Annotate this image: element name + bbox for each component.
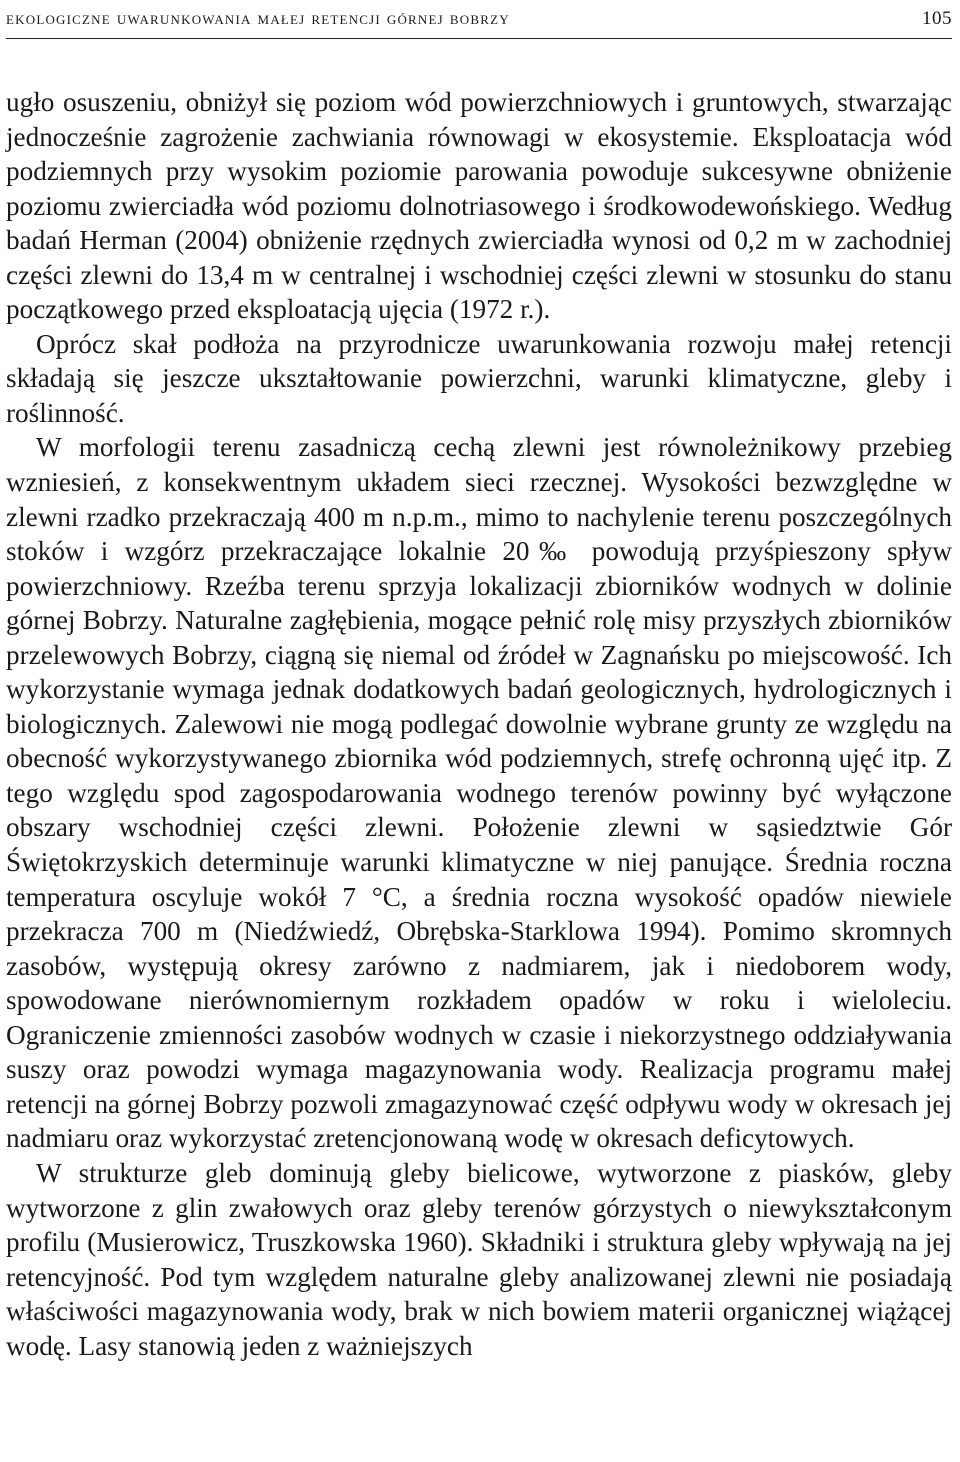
running-header-title: ekologiczne uwarunkowania małej retencji górnej bobrzy	[6, 8, 510, 29]
paragraph-2: Oprócz skał podłoża na przyrodnicze uwarunkowania rozwoju małej retencji składają się jeszcze ukształtowanie powierzchni, warunki klimatyczne, gleby i roślinność.	[6, 328, 952, 428]
paragraph-4: W strukturze gleb dominują gleby bielicowe, wytworzone z piasków, gleby wytworzone z glin zwałowych oraz gleby terenów górzystych o niewykształconym profilu (Musierowicz, Truszkowska 1960). Składniki i struktura gleby wpływają na jej retencyjność. Pod tym względem naturalne gleby analizowanej zlewni nie posiadają właściwości magazynowania wody, brak w nich bowiem materii organicznej wiążącej wodę. Lasy stanowią jeden z ważniejszych	[6, 1157, 952, 1361]
page-number: 105	[922, 8, 952, 29]
paragraph-3: W morfologii terenu zasadniczą cechą zlewni jest równoleżnikowy przebieg wzniesień, z konsekwentnym układem sieci rzecznej. Wysokości bezwzględne w zlewni rzadko przekraczają 400 m n.p.m., mimo to nachylenie terenu poszczególnych stoków i wzgórz przekraczające lokalnie 20‰ powodują przyśpieszony spływ powierzchniowy. Rzeźba terenu sprzyja lokalizacji zbiorników wodnych w dolinie górnej Bobrzy. Naturalne zagłębienia, mogące pełnić rolę misy przyszłych zbiorników przelewowych Bobrzy, ciągną się niemal od źródeł w Zagnańsku po miejscowość. Ich wykorzystanie wymaga jednak dodatkowych badań geologicznych, hydrologicznych i biologicznych. Zalewowi nie mogą podlegać dowolnie wybrane grunty ze względu na obecność wykorzystywanego zbiornika wód podziemnych, strefę ochronną ujęć itp. Z tego względu spod zagospodarowania wodnego terenów powinny być wyłączone obszary wschodniej części zlewni. Położenie zlewni w sąsiedztwie Gór Świętokrzyskich determinuje warunki klimatyczne w niej panujące. Średnia roczna temperatura oscyluje wokół 7 °C, a średnia roczna wysokość opadów niewiele przekracza 700 m (Niedźwiedź, Obrębska-Starklowa 1994). Pomimo skromnych zasobów, występują okresy zarówno z nadmiarem, jak i niedoborem wody, spowodowane nierównomiernym rozkładem opadów w roku i wieloleciu. Ograniczenie zmienności zasobów wodnych w czasie i niekorzystnego oddziaływania suszy oraz powodzi wymaga magazynowania wody. Realizacja programu małej retencji na górnej Bobrzy pozwoli zmagazynować część odpływu wody w okresach jej nadmiaru oraz wykorzystać zretencjonowaną wodę w okresach deficytowych.	[6, 432, 952, 1154]
header-rule	[6, 38, 952, 39]
document-page	[6, 0, 952, 1363]
running-header	[6, 0, 952, 30]
body-text	[6, 85, 952, 1363]
paragraph-1: ugło osuszeniu, obniżył się poziom wód powierzchniowych i gruntowych, stwarzając jednocześnie zagrożenie zachwiania równowagi w ekosystemie. Eksploatacja wód podziemnych przy wysokim poziomie parowania powoduje sukcesywne obniżenie poziomu zwierciadła wód poziomu dolnotriasowego i środkowodewońskiego. Według badań Herman (2004) obniżenie rzędnych zwierciadła wynosi od 0,2 m w zachodniej części zlewni do 13,4 m w centralnej i wschodniej części zlewni w stosunku do stanu początkowego przed eksploatacją ujęcia (1972 r.).	[6, 87, 952, 325]
